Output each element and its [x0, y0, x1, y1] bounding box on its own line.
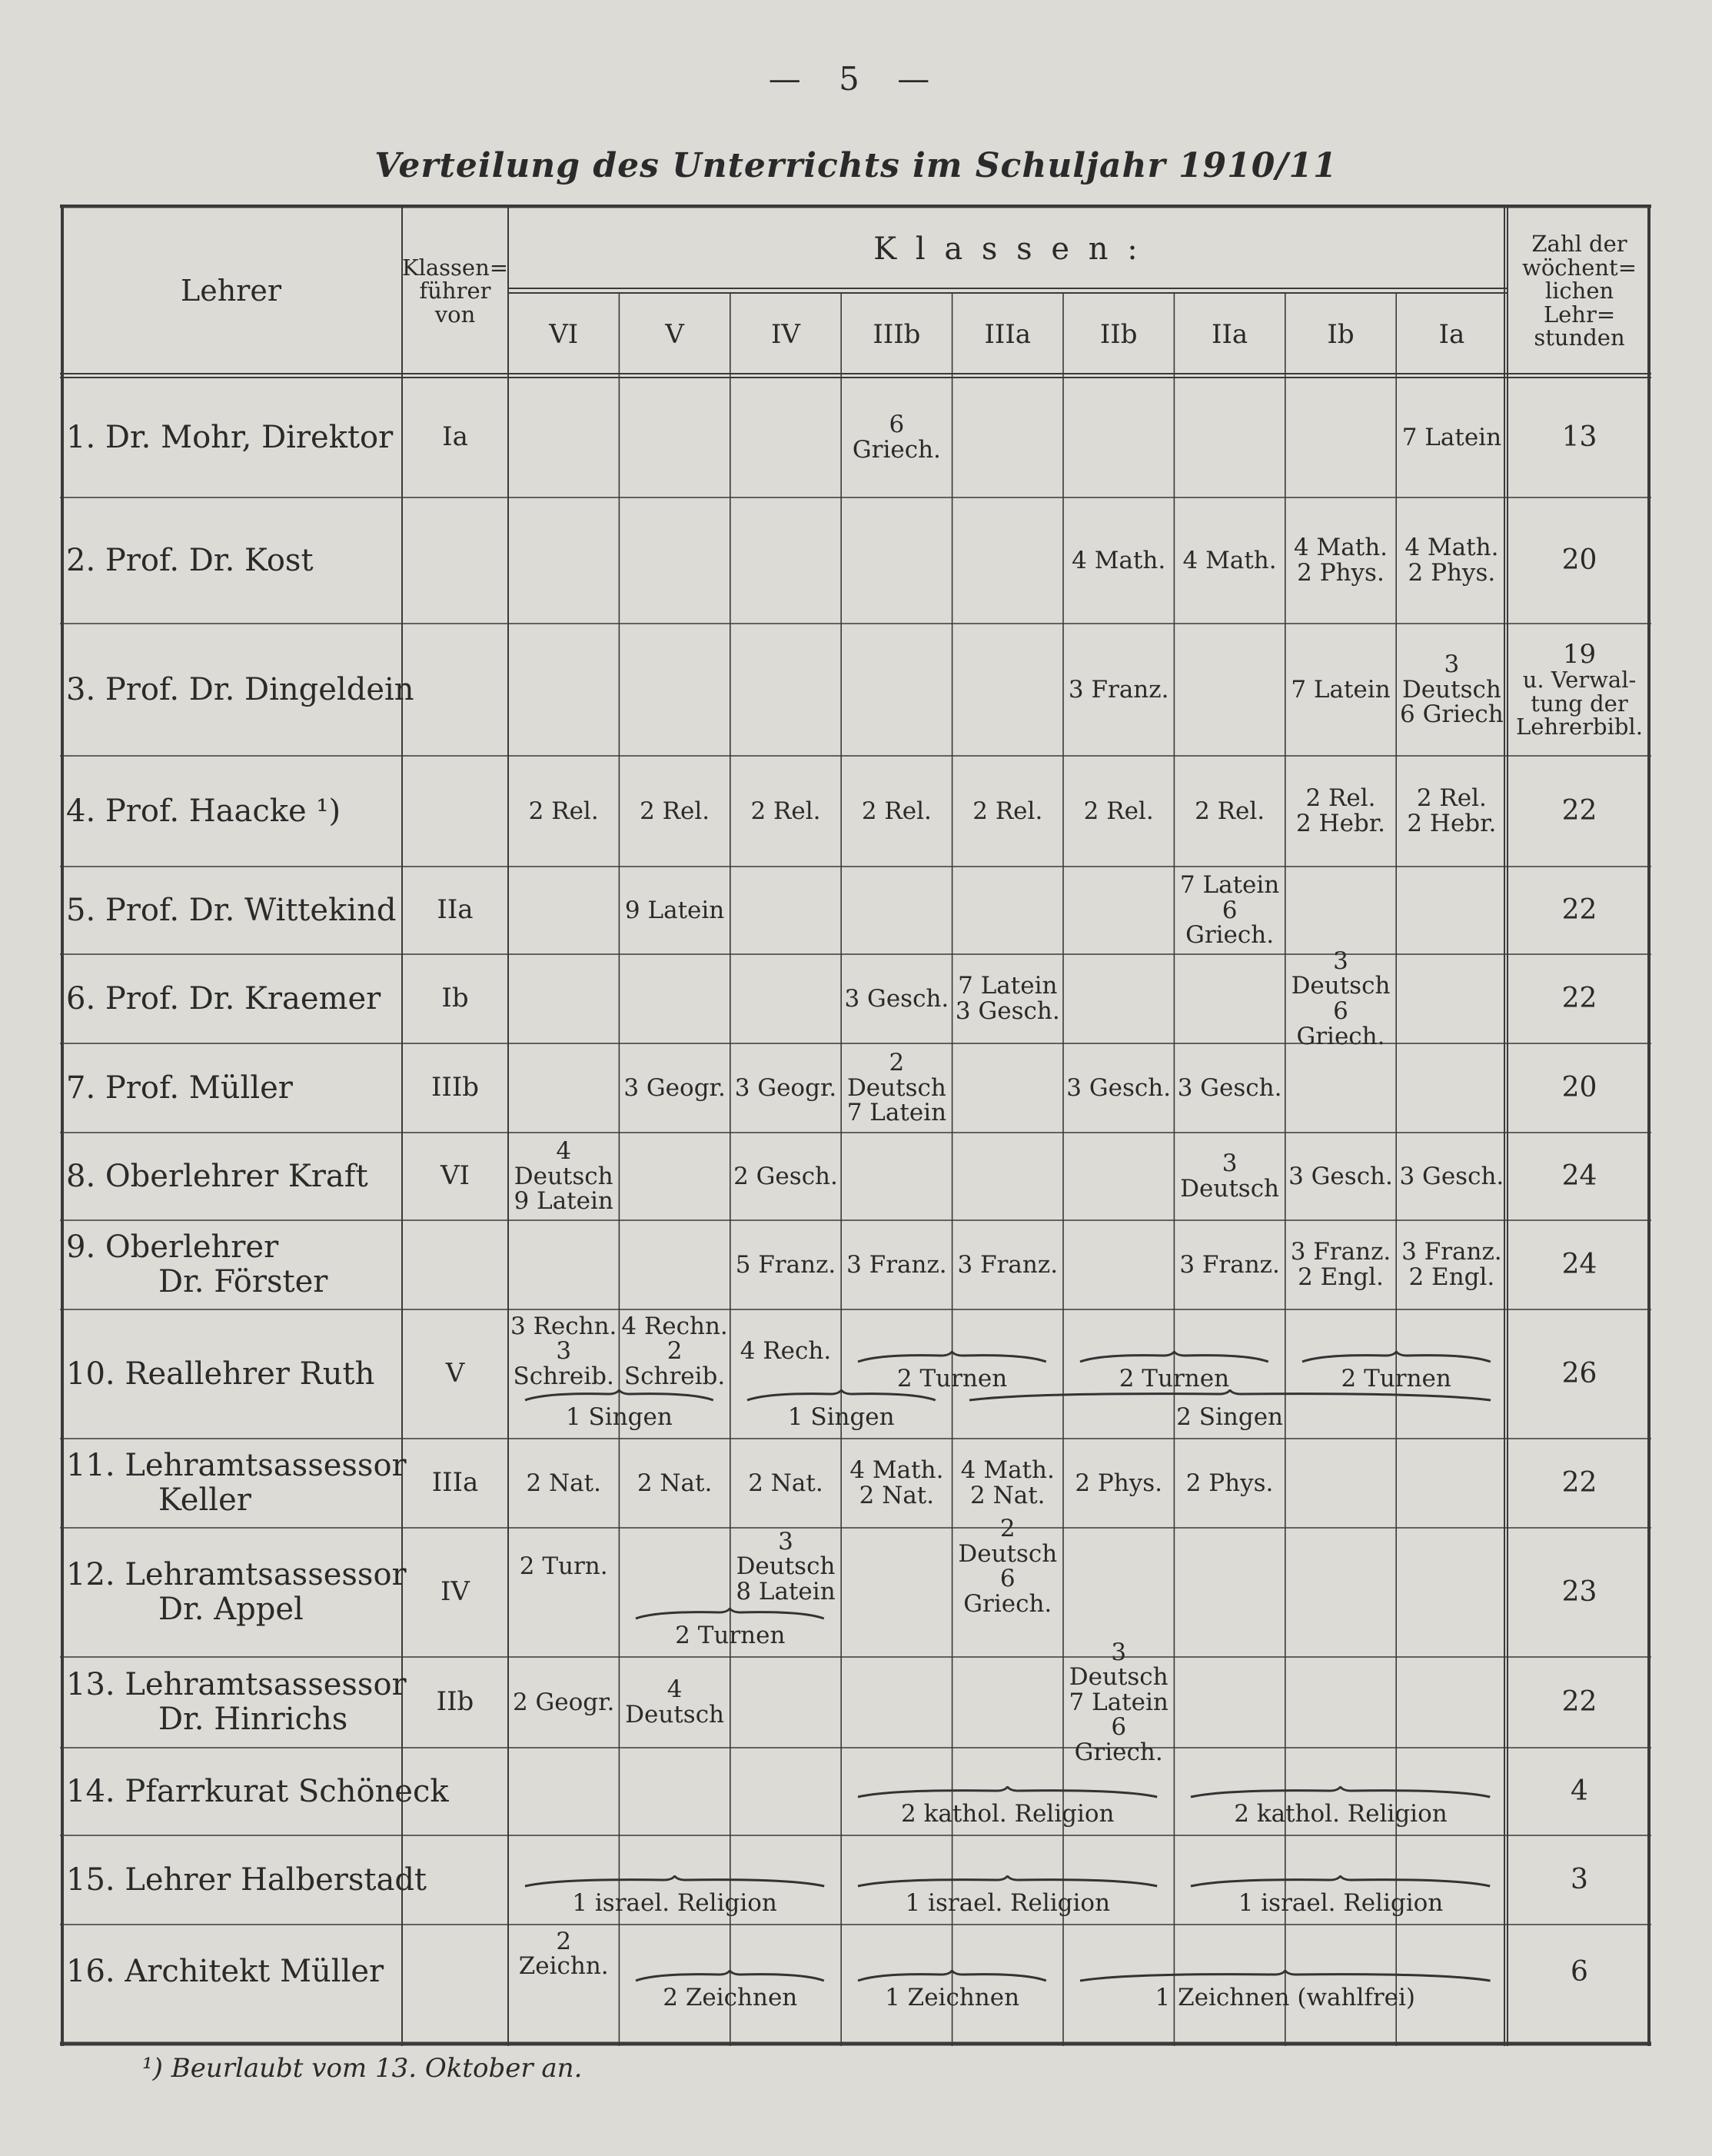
row-teacher: [66, 756, 399, 867]
cell-line: 3 Deutsch: [736, 1527, 836, 1581]
class-cell: [952, 756, 1063, 867]
total-line: u. Verwal-: [1522, 667, 1637, 694]
class-cell: [619, 867, 730, 954]
class-cell: [730, 1439, 841, 1528]
spanning-lesson: [968, 1389, 1492, 1437]
row-total: 22: [1561, 1686, 1597, 1718]
class-cell: [952, 954, 1063, 1043]
teacher-name: Keller: [158, 1482, 251, 1518]
cell-line: 2 Nat.: [526, 1469, 601, 1497]
class-cell: [508, 1313, 619, 1390]
cell-line: 5 Franz.: [735, 1250, 836, 1279]
cell-line: Klassen=: [401, 254, 509, 281]
cell-line: 2 Phys.: [1075, 1469, 1163, 1497]
cell-line: 2 Nat.: [859, 1482, 935, 1509]
row-klassenfuehrer: VI: [440, 1160, 470, 1192]
class-cell: [1174, 756, 1285, 867]
cell-line: 2 Zeichn.: [518, 1927, 609, 1981]
row-teacher: [66, 954, 399, 1043]
row-total: 4: [1571, 1775, 1588, 1808]
spanning-lesson: [524, 1389, 715, 1437]
cell-line: 4 Deutsch: [514, 1137, 613, 1190]
row-total: 22: [1561, 1467, 1597, 1499]
teacher-name: 15. Lehrer Halberstadt: [66, 1862, 427, 1898]
spanning-lesson: [746, 1389, 937, 1437]
row-teacher: [66, 1439, 407, 1528]
cell-line: 2 Rel.: [1083, 797, 1154, 825]
header-class-IIIa: IIIa: [984, 319, 1032, 351]
cell-line: 6 Griech.: [1185, 896, 1275, 950]
class-cell: [1063, 1638, 1174, 1766]
class-cell: [1174, 867, 1285, 954]
cell-line: 3 Franz.: [1068, 675, 1169, 704]
class-cell: [1285, 1220, 1396, 1309]
spanning-lesson: [634, 1970, 826, 2018]
class-cell: [619, 1657, 730, 1748]
teacher-name: 13. Lehramtsassessor: [66, 1667, 407, 1703]
cell-line: 3 Gesch.: [955, 997, 1060, 1025]
cell-line: 2 Phys.: [1185, 1469, 1274, 1497]
spanning-lesson: [634, 1608, 826, 1655]
class-cell: [1063, 497, 1174, 624]
spanning-lesson: [1079, 1970, 1492, 2018]
class-cell: [952, 1515, 1063, 1618]
spanning-lesson-label: 1 israel. Religion: [1238, 1889, 1444, 1917]
header-class-IIIb: IIIb: [873, 319, 921, 351]
header-class-VI: VI: [549, 319, 579, 351]
row-teacher: [66, 1748, 449, 1835]
cell-line: 2 Engl.: [1298, 1263, 1384, 1291]
cell-line: 3 Franz.: [1401, 1238, 1502, 1266]
class-cell: [841, 1043, 952, 1133]
class-cell: [1285, 1133, 1396, 1220]
spanning-lesson-label: 2 Turnen: [896, 1364, 1008, 1392]
cell-line: 4 Rechn.: [621, 1312, 728, 1340]
row-total: 23: [1561, 1576, 1597, 1609]
cell-line: 2 Rel.: [1195, 797, 1265, 825]
row-teacher: [66, 867, 399, 954]
cell-line: 3 Gesch.: [844, 984, 949, 1013]
class-cell: [730, 1133, 841, 1220]
cell-line: 2 Geogr.: [512, 1688, 615, 1716]
spanning-lesson-label: 1 israel. Religion: [905, 1889, 1111, 1917]
row-teacher: [66, 497, 399, 624]
class-cell: [841, 954, 952, 1043]
brace-icon: [968, 1389, 1492, 1403]
row-klassenfuehrer: V: [445, 1358, 465, 1389]
class-cell: [730, 1220, 841, 1309]
class-cell: [1396, 497, 1507, 624]
row-klassenfuehrer: IIIa: [431, 1467, 479, 1499]
cell-line: 3 Gesch.: [1177, 1073, 1282, 1102]
cell-line: 7 Latein: [1401, 423, 1502, 451]
header-klassenfuehrer: [402, 205, 508, 378]
teacher-name: 12. Lehramtsassessor: [66, 1557, 407, 1593]
row-teacher: [66, 1220, 399, 1309]
class-cell: [1396, 624, 1507, 756]
class-cell: [841, 756, 952, 867]
cell-line: 7 Latein: [1179, 871, 1280, 900]
class-cell: [841, 1439, 952, 1528]
cell-line: 3 Deutsch: [1180, 1150, 1280, 1203]
cell-line: 4 Math.: [1182, 546, 1277, 574]
row-teacher: [66, 378, 399, 497]
cell-line: 3 Geogr.: [734, 1073, 837, 1102]
row-klassenfuehrer: IIa: [437, 894, 474, 926]
row-klassenfuehrer: IV: [440, 1576, 470, 1608]
cell-line: 3 Franz.: [957, 1250, 1059, 1279]
teacher-name: 7. Prof. Müller: [66, 1070, 293, 1106]
brace-icon: [1079, 1351, 1270, 1365]
class-cell: [1063, 1439, 1174, 1528]
cell-line: 3 Deutsch: [1401, 650, 1501, 704]
cell-line: 2 Rel.: [972, 797, 1043, 825]
teacher-name: 14. Pfarrkurat Schöneck: [66, 1773, 449, 1809]
row-klassenfuehrer: Ia: [442, 421, 468, 453]
cell-line: 2 Rel.: [1305, 784, 1376, 813]
brace-icon: [856, 1875, 1159, 1889]
class-cell: [508, 756, 619, 867]
class-cell: [1396, 1220, 1507, 1309]
cell-line: 2 Phys.: [1297, 559, 1385, 587]
cell-line: Zahl der: [1531, 231, 1627, 258]
teacher-name: 8. Oberlehrer Kraft: [66, 1158, 368, 1194]
cell-line: 4 Math.: [960, 1456, 1055, 1485]
cell-line: 4 Deutsch: [625, 1675, 725, 1728]
cell-line: 2 Engl.: [1408, 1263, 1495, 1291]
cell-line: 2 Rel.: [1416, 784, 1487, 813]
class-cell: [952, 1220, 1063, 1309]
spanning-lesson-label: 1 Singen: [787, 1403, 895, 1431]
class-cell: [508, 1133, 619, 1220]
row-total: 22: [1561, 894, 1597, 927]
class-cell: [508, 1439, 619, 1528]
header-class-Ia: Ia: [1438, 319, 1465, 351]
cell-line: 2 Rel.: [528, 797, 599, 825]
row-total: 13: [1561, 421, 1597, 454]
teacher-name: 4. Prof. Haacke ¹): [66, 793, 341, 829]
class-cell: [1285, 497, 1396, 624]
brace-icon: [524, 1875, 826, 1889]
class-cell: [1396, 378, 1507, 497]
cell-line: 2 Nat.: [637, 1469, 713, 1497]
cell-line: 4 Rech.: [740, 1337, 832, 1366]
spanning-lesson-label: 1 Zeichnen: [885, 1984, 1020, 2011]
cell-line: 2 Nat.: [970, 1482, 1045, 1509]
cell-line: 6 Griech.: [1074, 1713, 1163, 1766]
cell-line: 9 Latein: [624, 896, 725, 924]
cell-line: 3 Franz.: [846, 1250, 947, 1279]
row-klassenfuehrer: [402, 1220, 508, 1309]
header-class-IV: IV: [771, 319, 800, 351]
spanning-lesson-label: 1 Singen: [565, 1403, 673, 1431]
cell-line: 6 Griech.: [963, 1565, 1052, 1618]
brace-icon: [634, 1608, 826, 1622]
footnote: ¹) Beurlaubt vom 13. Oktober an.: [142, 2053, 583, 2084]
cell-line: 2 Schreib.: [623, 1337, 726, 1390]
cell-line: 3 Franz.: [1290, 1238, 1391, 1266]
teacher-name: 9. Oberlehrer: [66, 1229, 279, 1266]
spanning-lesson-label: 2 Singen: [1176, 1403, 1284, 1431]
row-klassenfuehrer: [402, 624, 508, 756]
spanning-lesson-label: 2 Turnen: [675, 1622, 786, 1649]
class-cell: [619, 1439, 730, 1528]
class-cell: [619, 1313, 730, 1390]
row-total: 20: [1561, 544, 1597, 577]
spanning-lesson-label: 1 Zeichnen (wahlfrei): [1155, 1984, 1416, 2011]
brace-icon: [856, 1970, 1048, 1984]
header-klassen: K l a s s e n :: [873, 231, 1142, 267]
cell-line: 7 Latein: [1069, 1688, 1168, 1716]
cell-line: 3 Gesch.: [1288, 1162, 1393, 1190]
class-cell: [730, 756, 841, 867]
page-number: — 5 —: [768, 60, 944, 98]
spanning-lesson: [1189, 1875, 1491, 1923]
teacher-name: Dr. Appel: [158, 1592, 304, 1627]
spanning-lesson: [856, 1786, 1159, 1834]
row-total: 6: [1571, 1955, 1588, 1988]
header-class-V: V: [665, 319, 684, 351]
row-klassenfuehrer: Ib: [441, 983, 469, 1014]
cell-line: 2 Rel.: [640, 797, 710, 825]
cell-line: 2 Nat.: [748, 1469, 823, 1497]
row-total: 3: [1571, 1864, 1588, 1896]
row-klassenfuehrer: [402, 1835, 508, 1925]
cell-line: 7 Latein: [1291, 675, 1391, 704]
total-line: Lehrerbibl.: [1516, 714, 1643, 740]
spanning-lesson-label: 2 kathol. Religion: [901, 1800, 1115, 1828]
cell-line: 3 Rechn.: [510, 1312, 617, 1340]
class-cell: [1174, 1133, 1285, 1220]
class-cell: [730, 1043, 841, 1133]
cell-line: 3 Deutsch: [1069, 1638, 1168, 1692]
row-total: 20: [1561, 1072, 1597, 1104]
class-cell: [1063, 756, 1174, 867]
cell-line: 3 Gesch.: [1066, 1073, 1172, 1102]
row-klassenfuehrer: [402, 1925, 508, 2019]
cell-line: 4 Math.: [1072, 546, 1166, 574]
teacher-name: 10. Reallehrer Ruth: [66, 1356, 375, 1392]
teacher-name: 2. Prof. Dr. Kost: [66, 542, 314, 578]
cell-line: 4 Math.: [1293, 534, 1388, 562]
teacher-name: 5. Prof. Dr. Wittekind: [66, 892, 397, 928]
class-cell: [1063, 1043, 1174, 1133]
cell-line: 6 Griech.: [852, 411, 941, 464]
row-klassenfuehrer: [402, 1748, 508, 1835]
class-cell: [1174, 1043, 1285, 1133]
row-total: 22: [1561, 983, 1597, 1015]
brace-icon: [1079, 1970, 1492, 1984]
cell-line: 7 Latein: [958, 972, 1058, 1000]
spanning-lesson-label: 2 Turnen: [1119, 1364, 1230, 1392]
cell-line: 6 Griech: [1400, 700, 1504, 729]
class-cell: [1174, 1220, 1285, 1309]
row-total: 26: [1561, 1358, 1597, 1390]
brace-icon: [634, 1970, 826, 1984]
cell-line: 4 Math.: [849, 1456, 944, 1485]
spanning-lesson: [856, 1875, 1159, 1923]
row-klassenfuehrer: [402, 497, 508, 624]
cell-line: 4 Math.: [1405, 534, 1499, 562]
class-cell: [730, 1528, 841, 1605]
row-teacher: [66, 1657, 407, 1748]
class-cell: [1174, 1439, 1285, 1528]
cell-line: 2 Hebr.: [1407, 810, 1497, 837]
row-teacher: [66, 1043, 399, 1133]
cell-line: 2 Turn.: [519, 1552, 608, 1581]
cell-line: 2 Rel.: [750, 797, 821, 825]
teacher-name: 16. Architekt Müller: [66, 1954, 384, 1990]
brace-icon: [1189, 1875, 1491, 1889]
class-cell: [508, 1528, 619, 1605]
brace-icon: [746, 1389, 937, 1403]
teacher-name: 3. Prof. Dr. Dingeldein: [66, 671, 414, 707]
header-lehrer: Lehrer: [180, 273, 281, 308]
header-class-Ib: Ib: [1327, 319, 1355, 351]
row-teacher: [66, 624, 414, 756]
class-cell: [1174, 497, 1285, 624]
cell-line: 3 Franz.: [1179, 1250, 1280, 1279]
cell-line: stunden: [1534, 324, 1625, 351]
spanning-lesson-label: 1 israel. Religion: [572, 1889, 777, 1917]
row-total: 22: [1561, 795, 1597, 827]
cell-line: 3 Geogr.: [623, 1073, 726, 1102]
cell-line: von: [434, 301, 476, 328]
class-cell: [841, 378, 952, 497]
cell-line: 2 Gesch.: [733, 1162, 838, 1190]
cell-line: 3 Deutsch: [1291, 947, 1391, 1000]
spanning-lesson: [856, 1970, 1048, 2018]
brace-icon: [524, 1389, 715, 1403]
cell-line: 3 Gesch.: [1399, 1162, 1504, 1190]
spanning-lesson-label: 2 Turnen: [1341, 1364, 1451, 1392]
class-cell: [1063, 624, 1174, 756]
cell-line: führer: [419, 278, 491, 304]
class-cell: [508, 1657, 619, 1748]
brace-icon: [856, 1786, 1159, 1800]
row-teacher: [66, 1309, 399, 1439]
teacher-name: 6. Prof. Dr. Kraemer: [66, 980, 381, 1016]
spanning-lesson: [524, 1875, 826, 1923]
cell-line: 8 Latein: [736, 1577, 836, 1605]
row-total: 24: [1561, 1160, 1597, 1193]
row-teacher: [66, 1133, 399, 1220]
teacher-name: Dr. Hinrichs: [158, 1702, 348, 1737]
class-cell: [1396, 1133, 1507, 1220]
cell-line: 3 Schreib.: [513, 1337, 614, 1390]
row-teacher: [66, 1528, 407, 1657]
class-cell: [841, 1220, 952, 1309]
header-zahl: [1508, 205, 1651, 378]
teacher-name: 11. Lehramtsassessor: [66, 1448, 407, 1484]
brace-icon: [856, 1351, 1048, 1365]
row-klassenfuehrer: IIb: [436, 1686, 474, 1718]
cell-line: 2 Deutsch: [846, 1049, 946, 1102]
cell-line: lichen: [1544, 278, 1614, 304]
class-cell: [1285, 947, 1396, 1050]
brace-icon: [1189, 1786, 1491, 1800]
cell-line: 2 Deutsch: [958, 1515, 1058, 1568]
row-total: 24: [1561, 1249, 1597, 1281]
brace-icon: [1301, 1351, 1492, 1365]
cell-line: 2 Rel.: [861, 797, 932, 825]
total-line: tung der: [1531, 690, 1628, 717]
row-total: [1508, 624, 1651, 756]
class-cell: [730, 1313, 841, 1390]
class-cell: [1285, 756, 1396, 867]
spanning-lesson-label: 2 kathol. Religion: [1234, 1800, 1448, 1828]
total-line: 19: [1562, 638, 1597, 670]
row-klassenfuehrer: [402, 756, 508, 867]
class-cell: [1396, 756, 1507, 867]
spanning-lesson: [1189, 1786, 1491, 1834]
class-cell: [508, 1925, 619, 1983]
cell-line: 7 Latein: [846, 1099, 947, 1127]
cell-line: wöchent=: [1522, 254, 1637, 281]
cell-line: 2 Hebr.: [1295, 810, 1386, 837]
cell-line: 6 Griech.: [1296, 997, 1385, 1050]
row-teacher: [66, 1925, 399, 2019]
lesson-distribution-table: [60, 205, 1651, 2046]
class-cell: [1285, 624, 1396, 756]
page-title: Verteilung des Unterrichts im Schuljahr 1910/11: [374, 146, 1338, 185]
cell-line: 9 Latein: [514, 1187, 613, 1216]
header-class-IIa: IIa: [1212, 319, 1248, 351]
row-klassenfuehrer: IIIb: [430, 1072, 480, 1103]
header-class-IIb: IIb: [1099, 319, 1138, 351]
class-cell: [619, 756, 730, 867]
row-teacher: [66, 1835, 427, 1925]
cell-line: 2 Phys.: [1408, 559, 1496, 587]
teacher-name: 1. Dr. Mohr, Direktor: [66, 419, 394, 455]
teacher-name: Dr. Förster: [158, 1264, 328, 1299]
spanning-lesson-label: 2 Zeichnen: [663, 1984, 798, 2011]
cell-line: Lehr=: [1543, 301, 1616, 328]
class-cell: [619, 1043, 730, 1133]
